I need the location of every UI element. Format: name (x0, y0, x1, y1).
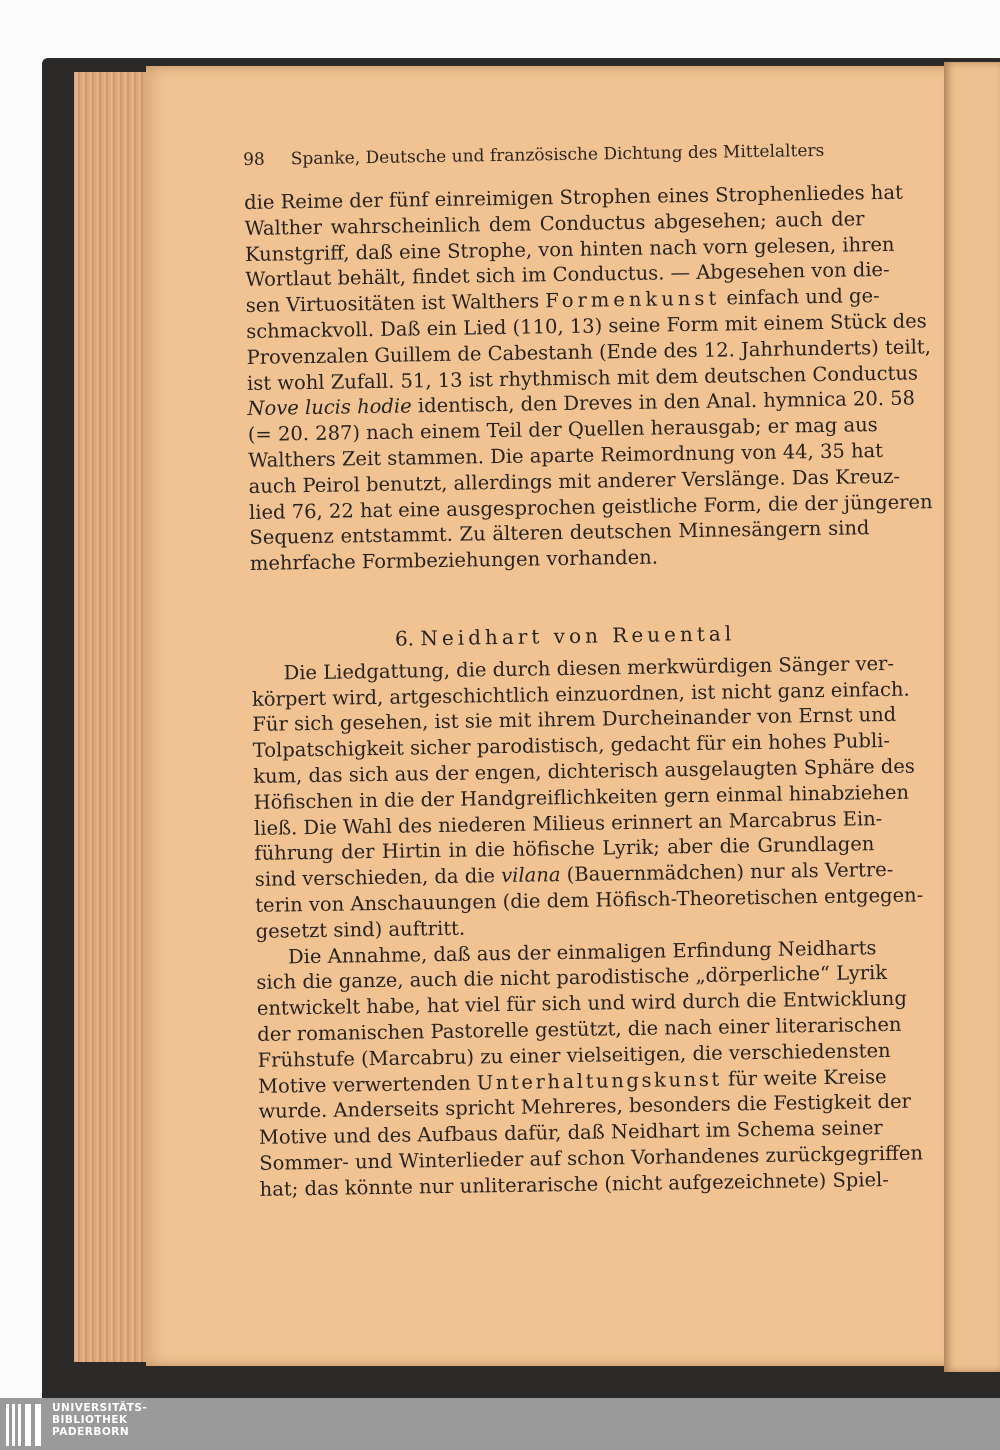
text-line: der romanischen Pastorelle gestützt, die nach einer literarischen (257, 1012, 902, 1046)
italic-title: Nove lucis hodie (247, 394, 412, 421)
page-text (244, 180, 933, 1202)
running-head: Spanke, Deutsche und französische Dichtung des Mittelalters (290, 140, 825, 170)
text-line: Frühstufe (Marcabru) zu einer vielseitigen, die verschiedensten (257, 1038, 891, 1072)
text-line: gesetzt sind) auftritt. (255, 916, 466, 943)
page-edges (74, 72, 154, 1362)
library-footer (0, 1398, 1000, 1450)
text-line: schmackvoll. Daß ein Lied (110, 13) seine Form mit einem Stück des (246, 309, 927, 343)
library-logo-text: UNIVERSITÄTS- BIBLIOTHEK PADERBORN (52, 1402, 148, 1438)
text-line: sen Virtuositäten ist Walthers Formenkunst einfach und ge- (245, 284, 880, 318)
text-line: Sequenz entstammt. Zu älteren deutschen Minnesängern sind (249, 516, 870, 550)
spaced-term: Unterhaltungskunst (476, 1067, 723, 1094)
text-line: Motive verwertenden Unterhaltungskunst für weite Kreise (257, 1064, 887, 1098)
text-line: entwickelt habe, hat viel für sich und wird durch die Entwicklung (256, 986, 908, 1021)
text-line: Die Liedgattung, die durch diesen merkwürdigen Sänger ver- (283, 651, 895, 685)
text-line: die Reime der fünf einreimigen Strophen eines Strophenliedes hat (244, 180, 904, 214)
text-line: hat; das könnte nur unliterarische (nicht aufgezeichnete) Spiel- (259, 1167, 890, 1201)
text-line: mehrfache Formbeziehungen vorhanden. (249, 545, 659, 576)
text-line: wurde. Anderseits spricht Mehreres, besonders die Festigkeit der (258, 1089, 912, 1124)
text-line: Sommer- und Winterlieder auf schon Vorhandenes zurückgegriffen (259, 1141, 924, 1175)
text-line: Die Annahme, daß aus der einmaligen Erfindung Neidharts (287, 935, 877, 968)
text-line: Provenzalen Guillem de Cabestanh (Ende des 12. Jahrhunderts) teilt, (246, 335, 932, 369)
text-line: ließ. Die Wahl des niederen Milieus erinnert an Marcabrus Ein- (253, 806, 883, 840)
spaced-term: Formenkunst (545, 286, 721, 313)
library-logo-icon (6, 1404, 46, 1446)
text-line: sich die ganze, auch die nicht parodistische „dörperliche“ Lyrik (256, 961, 888, 995)
text-line: körpert wird, artgeschichtlich einzuordnen, ist nicht ganz einfach. (251, 677, 910, 711)
text-line: Kunstgriff, daß eine Strophe, von hinten nach vorn gelesen, ihren (244, 232, 895, 266)
text-line: Für sich gesehen, ist sie mit ihrem Durcheinander von Ernst und (252, 703, 897, 737)
text-line: Walthers Zeit stammen. Die aparte Reimordnung von 44, 35 hat (248, 438, 884, 472)
text-line: führung der Hirtin in die höfische Lyrik; aber die Grundlagen (254, 832, 875, 866)
text-line: terin von Anschauungen (die dem Höfisch-Theoretischen entgegen- (255, 883, 924, 917)
section-heading: 6. Neidhart von Reuental (394, 621, 736, 651)
text-line: auch Peirol benutzt, allerdings mit anderer Verslänge. Das Kreuz- (248, 464, 901, 498)
facing-page-edge (944, 62, 1000, 1372)
text-line: (= 20. 287) nach einem Teil der Quellen herausgab; er mag aus (247, 413, 878, 447)
text-line: Motive und des Aufbaus dafür, daß Neidhart im Schema seiner (258, 1116, 883, 1149)
text-line: ist wohl Zufall. 51, 13 ist rhythmisch mit dem deutschen Conductus (246, 361, 919, 395)
text-line: sind verschieden, da die vilana (Bauernmädchen) nur als Vertre- (254, 858, 894, 892)
page-number: 98 (243, 149, 265, 170)
text-line: lied 76, 22 hat eine ausgesprochen geistliche Form, die der jüngeren (248, 489, 933, 524)
text-line: Walther wahrscheinlich dem Conductus abgesehen; auch der (244, 207, 865, 240)
text-line: kum, das sich aus der engen, dichterisch ausgelaugten Sphäre des (253, 754, 916, 788)
italic-term: vilana (500, 863, 561, 888)
text-line: Nove lucis hodie identisch, den Dreves in den Anal. hymnica 20. 58 (247, 386, 916, 421)
text-line: Tolpatschigkeit sicher parodistisch, gedacht für ein hohes Publi- (252, 729, 891, 763)
text-line: Höfischen in die der Handgreiflichkeiten gern einmal hinabziehen (253, 780, 910, 814)
text-line: Wortlaut behält, findet sich im Conductus. — Abgesehen von die- (245, 258, 890, 292)
